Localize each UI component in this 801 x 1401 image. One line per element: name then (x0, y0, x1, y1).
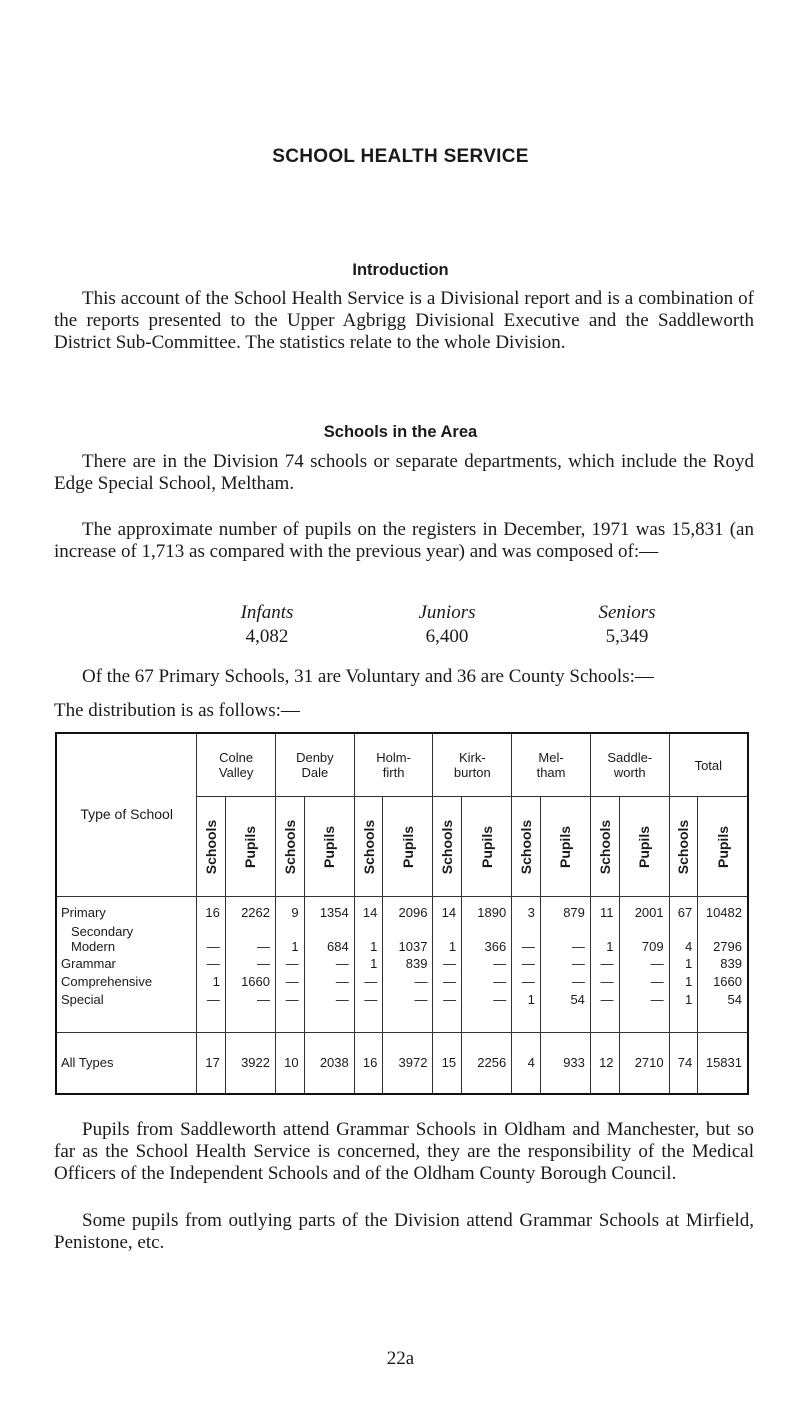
cell-value: — (335, 955, 349, 971)
cell-value: 16 (205, 904, 220, 920)
row-label (56, 974, 197, 992)
cell-value: 16 (362, 1055, 378, 1071)
page-number: 22a (386, 1348, 415, 1369)
table-cell (197, 924, 226, 956)
table-cell (304, 1032, 354, 1094)
subheader-schools (197, 797, 226, 897)
cell-value: 15 (441, 1055, 457, 1071)
cell-spacer (226, 924, 270, 939)
table-cell (669, 974, 698, 992)
subheader-pupils (383, 797, 433, 897)
group-header-meltham (512, 733, 591, 797)
cell-value: 1660 (713, 974, 742, 989)
cell-value: — (443, 992, 457, 1008)
cell-value: 2796 (713, 938, 742, 954)
cell-value: 1 (448, 938, 457, 954)
table-cell (619, 1032, 669, 1094)
table-cell (462, 974, 512, 992)
secondary-label: Secondary (71, 923, 134, 939)
group-header-total (669, 733, 748, 797)
cell-value: 14 (441, 904, 457, 920)
cell-value: — (257, 938, 270, 954)
cell-value: — (364, 992, 378, 1008)
table-cell (512, 956, 541, 974)
cell-value: 684 (327, 938, 349, 954)
table-row (56, 896, 748, 923)
table-cell (433, 896, 462, 923)
cell-value: 1 (370, 955, 378, 971)
table-cell (669, 924, 698, 956)
cell-value: 74 (677, 1055, 693, 1071)
cell-value: 2256 (477, 1055, 507, 1071)
table-cell (197, 956, 226, 974)
cell-value: — (521, 974, 535, 989)
row-label (56, 1032, 197, 1094)
composition-value-infants: 4,082 (245, 626, 289, 647)
cell-value: 1 (685, 974, 693, 989)
cell-spacer (383, 924, 427, 939)
cell-value: 12 (599, 1055, 614, 1071)
table-cell (354, 896, 383, 923)
cell-spacer (305, 924, 349, 939)
table-cell (276, 992, 305, 1032)
cell-value: — (521, 955, 535, 971)
cell-value: 14 (362, 904, 378, 920)
table-cell (354, 1032, 383, 1094)
row-label-text: Comprehensive (61, 974, 153, 989)
cell-value: 1660 (241, 974, 270, 989)
cell-value: — (206, 955, 220, 971)
cell-spacer (197, 924, 220, 939)
table-cell (354, 924, 383, 956)
table-cell (590, 956, 619, 974)
cell-value: 2001 (634, 904, 664, 920)
cell-value: — (493, 974, 507, 989)
row-label-text: Grammar (61, 955, 116, 971)
cell-value: 9 (291, 904, 299, 920)
row-label-text: Primary (61, 904, 106, 920)
cell-value: — (600, 974, 614, 989)
cell-value: — (285, 992, 299, 1008)
table-cell (197, 974, 226, 992)
group-header-denby-dale (276, 733, 355, 797)
primary-schools-paragraph: Of the 67 Primary Schools, 31 are Voluntary and 36 are County Schools:— (82, 666, 654, 687)
table-cell (383, 924, 433, 956)
subheader-pupils (462, 797, 512, 897)
table-cell (304, 992, 354, 1032)
group-header-saddleworth (590, 733, 669, 797)
page-title: SCHOOL HEALTH SERVICE (272, 146, 529, 167)
cell-value: — (206, 992, 220, 1008)
table-cell (433, 924, 462, 956)
table-cell (225, 992, 275, 1032)
group-line2: worth (613, 765, 646, 781)
subheader-pupils (540, 797, 590, 897)
cell-value: — (600, 955, 614, 971)
table-cell (619, 956, 669, 974)
cell-value: — (571, 955, 585, 971)
cell-value: 1 (212, 974, 220, 989)
cell-spacer (698, 924, 742, 939)
cell-value: 839 (720, 955, 742, 971)
cell-value: 11 (600, 904, 614, 920)
table-cell (383, 992, 433, 1032)
subheader-schools (433, 797, 462, 897)
table-cell (225, 974, 275, 992)
cell-value: 4 (685, 938, 693, 954)
cell-value: 709 (641, 938, 664, 954)
cell-value: — (650, 955, 664, 971)
table-cell (698, 974, 748, 992)
cell-value: — (335, 992, 349, 1008)
row-label-text: All Types (61, 1055, 114, 1071)
cell-value: — (493, 992, 507, 1008)
composition-label-juniors: Juniors (418, 602, 476, 623)
cell-value: 1037 (398, 938, 428, 954)
table-cell (433, 956, 462, 974)
subheader-label: Pupils (557, 825, 574, 868)
cell-spacer (355, 924, 378, 939)
table-cell (304, 896, 354, 923)
cell-value: 933 (563, 1055, 585, 1071)
cell-value: 1 (685, 955, 693, 971)
subheader-label: Pupils (242, 825, 259, 868)
table-cell (462, 896, 512, 923)
cell-value: — (206, 938, 220, 954)
cell-value: 2096 (398, 904, 428, 920)
table-cell (512, 1032, 541, 1094)
table-cell (540, 1032, 590, 1094)
table-cell (276, 1032, 305, 1094)
cell-value: — (285, 955, 299, 971)
table-cell (197, 896, 226, 923)
cell-value: 67 (677, 904, 693, 920)
group-line1: Colne (219, 750, 254, 766)
type-of-school-header (56, 733, 197, 896)
table-cell (669, 992, 698, 1032)
table-cell (225, 1032, 275, 1094)
table-cell (225, 956, 275, 974)
type-of-school-label: Type of School (80, 806, 173, 823)
table-cell (512, 896, 541, 923)
cell-value: — (414, 992, 428, 1008)
subheader-pupils (225, 797, 275, 897)
cell-value: 3 (527, 904, 535, 920)
group-header-holmfirth (354, 733, 433, 797)
subheader-pupils (619, 797, 669, 897)
table-cell (354, 974, 383, 992)
group-line1: Mel- (538, 750, 564, 766)
cell-spacer (670, 924, 693, 939)
subheader-schools (512, 797, 541, 897)
cell-spacer (541, 924, 585, 939)
table-cell (462, 924, 512, 956)
subheader-schools (590, 797, 619, 897)
cell-value: 10 (284, 1055, 299, 1071)
table-cell (383, 974, 433, 992)
group-line2: firth (382, 765, 405, 781)
subheader-pupils (698, 797, 748, 897)
table-cell (698, 956, 748, 974)
pupils-number-paragraph: The approximate number of pupils on the registers in December, 1971 was 15,831 (an increase of 1,713 as compared with the previous year) and was composed of:— (54, 519, 754, 562)
cell-value: 2038 (319, 1055, 349, 1071)
cell-value: 17 (205, 1055, 220, 1071)
introduction-paragraph: This account of the School Health Service is a Divisional report and is a combination of the reports presented to the Upper Agbrigg Divisional Executive and the Saddleworth District Sub-Committee. The statistics relate to the whole Division. (54, 288, 754, 353)
subheader-label: Pupils (478, 825, 495, 868)
cell-spacer (620, 924, 664, 939)
cell-value: 1 (291, 938, 299, 954)
table-row (56, 924, 748, 956)
cell-value: — (335, 974, 349, 989)
group-line1: Holm- (376, 750, 411, 766)
table-cell (304, 974, 354, 992)
subheader-label: Schools (203, 819, 220, 874)
table-cell (619, 974, 669, 992)
subheader-schools (276, 797, 305, 897)
cell-spacer (512, 924, 535, 939)
table-cell (383, 896, 433, 923)
cell-value: 10482 (705, 904, 742, 920)
cell-value: 1354 (319, 904, 349, 920)
row-label (56, 896, 197, 923)
table-cell (276, 924, 305, 956)
subheader-label: Schools (596, 819, 613, 874)
cell-value: 1 (685, 992, 693, 1008)
cell-value: 2262 (241, 904, 270, 920)
row-label (56, 992, 197, 1032)
cell-value: — (600, 992, 614, 1008)
table-cell (590, 924, 619, 956)
table-cell (383, 956, 433, 974)
subheader-label: Pupils (636, 825, 653, 868)
table-cell (698, 896, 748, 923)
cell-value: 1 (370, 938, 378, 954)
cell-value: 839 (405, 955, 428, 971)
composition-label-seniors: Seniors (598, 602, 656, 623)
table-cell (540, 956, 590, 974)
group-line2: Dale (301, 765, 329, 781)
table-total-row (56, 1032, 748, 1094)
table-group-header-row (56, 733, 748, 797)
group-header-colne-valley (197, 733, 276, 797)
table-cell (462, 1032, 512, 1094)
group-line2: burton (453, 765, 491, 781)
cell-value: — (257, 992, 270, 1008)
table-row (56, 992, 748, 1032)
subheader-schools (669, 797, 698, 897)
cell-value: — (364, 974, 378, 989)
introduction-heading: Introduction (352, 261, 449, 279)
group-line2: tham (536, 765, 566, 781)
table-cell (462, 992, 512, 1032)
subheader-label: Pupils (714, 825, 731, 868)
cell-value: 879 (563, 904, 585, 920)
cell-value: — (521, 938, 535, 954)
composition-label-infants: Infants (240, 602, 294, 623)
table-cell (619, 896, 669, 923)
table-row (56, 974, 748, 992)
outlying-parts-paragraph: Some pupils from outlying parts of the Division attend Grammar Schools at Mirfield, Penistone, etc. (54, 1210, 754, 1253)
saddleworth-paragraph: Pupils from Saddleworth attend Grammar Schools in Oldham and Manchester, but so far as the School Health Service is concerned, they are the responsibility of the Medical Officers of the Independent Schools and of the Oldham County Borough Council. (54, 1119, 754, 1184)
row-label (56, 924, 197, 956)
distribution-intro: The distribution is as follows:— (54, 700, 300, 721)
cell-spacer (276, 924, 299, 939)
table-cell (540, 974, 590, 992)
table-cell (669, 1032, 698, 1094)
cell-spacer (462, 924, 506, 939)
subheader-schools (354, 797, 383, 897)
subheader-label: Pupils (399, 825, 416, 868)
subheader-label: Schools (518, 819, 534, 874)
cell-value: 1890 (477, 904, 507, 920)
subheader-label: Schools (675, 819, 692, 874)
schools-area-heading: Schools in the Area (323, 423, 478, 441)
row-label-text: Modern (71, 938, 116, 954)
table-cell (462, 956, 512, 974)
cell-value: 54 (727, 992, 742, 1008)
row-label (56, 956, 197, 974)
cell-value: — (443, 955, 457, 971)
table-cell (276, 896, 305, 923)
group-line1: Kirk- (458, 750, 486, 766)
table-cell (276, 956, 305, 974)
cell-value: 366 (484, 938, 507, 954)
table-row (56, 956, 748, 974)
schools-count-paragraph: There are in the Division 74 schools or separate departments, which include the Royd Edge Special School, Meltham. (54, 451, 754, 494)
table-cell (197, 1032, 226, 1094)
cell-value: 4 (527, 1055, 535, 1071)
subheader-label: Schools (439, 819, 456, 874)
composition-value-juniors: 6,400 (425, 626, 469, 647)
cell-value: — (571, 938, 585, 954)
table-cell (354, 992, 383, 1032)
table-cell (354, 956, 383, 974)
table-cell (669, 896, 698, 923)
cell-spacer (433, 924, 456, 939)
cell-value: — (257, 955, 270, 971)
cell-value: 1 (527, 992, 535, 1008)
table-cell (669, 956, 698, 974)
cell-value: 2710 (634, 1055, 664, 1071)
table-cell (698, 1032, 748, 1094)
cell-value: — (443, 974, 457, 989)
table-cell (540, 924, 590, 956)
table-cell (512, 924, 541, 956)
subheader-label: Schools (281, 819, 298, 874)
cell-value: 3922 (241, 1055, 270, 1071)
table-cell (433, 1032, 462, 1094)
cell-value: — (650, 992, 664, 1008)
table-cell (512, 974, 541, 992)
cell-spacer (591, 924, 614, 939)
table-cell (225, 896, 275, 923)
subheader-pupils (304, 797, 354, 897)
group-line1: Saddle- (607, 750, 653, 766)
table-cell (433, 974, 462, 992)
table-cell (698, 992, 748, 1032)
group-line2: Valley (218, 765, 254, 781)
table-cell (590, 974, 619, 992)
table-cell (590, 992, 619, 1032)
table-cell (698, 924, 748, 956)
table-cell (619, 924, 669, 956)
table-cell (197, 992, 226, 1032)
cell-value: — (650, 974, 664, 989)
cell-value: 54 (570, 992, 585, 1008)
group-line1: Total (694, 757, 723, 773)
cell-value: — (414, 974, 428, 989)
table-cell (304, 924, 354, 956)
table-cell (590, 896, 619, 923)
cell-value: 3972 (398, 1055, 428, 1071)
table-cell (540, 896, 590, 923)
subheader-label: Schools (360, 819, 377, 874)
subheader-label: Pupils (321, 825, 338, 868)
table-cell (540, 992, 590, 1032)
row-label-text: Special (61, 992, 104, 1008)
cell-value: — (493, 955, 507, 971)
table-cell (383, 1032, 433, 1094)
table-cell (433, 992, 462, 1032)
cell-value: — (285, 974, 299, 989)
table-cell (276, 974, 305, 992)
table-cell (619, 992, 669, 1032)
group-header-kirkburton (433, 733, 512, 797)
cell-value: 15831 (705, 1055, 742, 1071)
cell-value: 1 (606, 938, 614, 954)
group-line1: Denby (296, 750, 334, 766)
table-cell (590, 1032, 619, 1094)
distribution-table (55, 732, 749, 1095)
cell-value: — (571, 974, 585, 989)
table-cell (512, 992, 541, 1032)
table-cell (304, 956, 354, 974)
composition-value-seniors: 5,349 (605, 626, 649, 647)
table-cell (225, 924, 275, 956)
